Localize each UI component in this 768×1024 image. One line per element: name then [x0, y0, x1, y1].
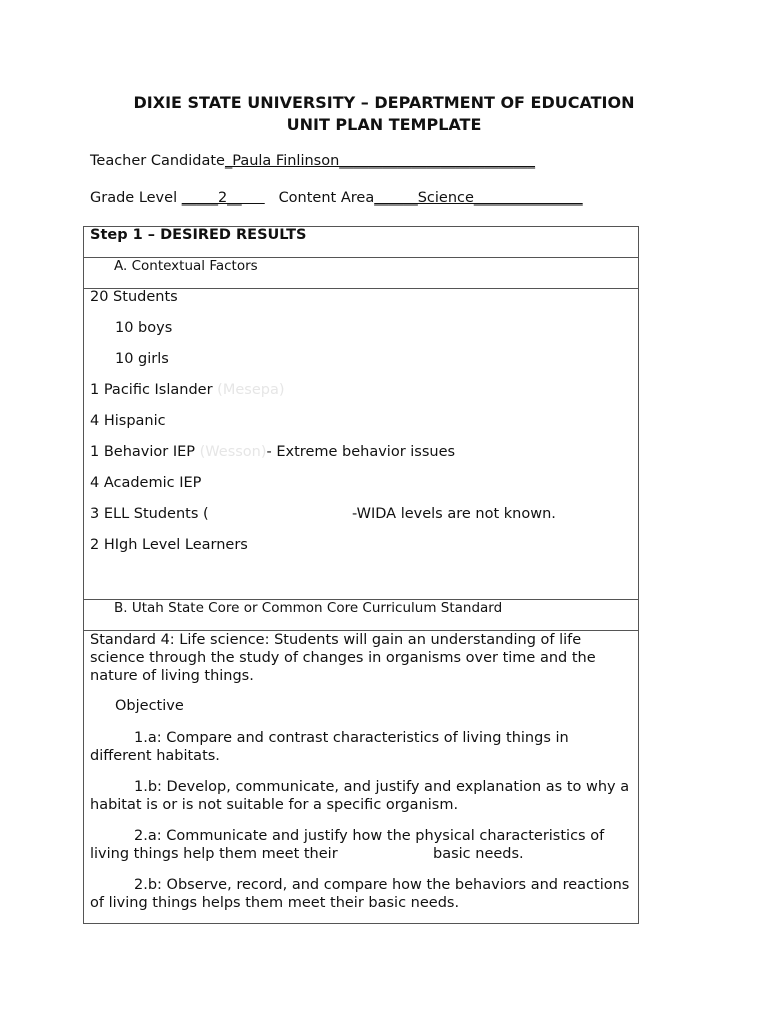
- objective-1a-text: Compare and contrast characteristics of living things in different habitats.: [90, 730, 569, 764]
- objective-1a-number: 1.a:: [134, 730, 162, 746]
- objective-2b-number: 2.b:: [134, 877, 162, 893]
- students-count: 20 Students: [90, 289, 178, 305]
- objective-2b: [90, 876, 630, 912]
- pacific-islander-name: (Mesepa): [217, 382, 285, 398]
- contextual-factors-row: [84, 258, 638, 289]
- teacher-candidate-value: _Paula Finlinson___________________________: [224, 153, 536, 169]
- standard-body: [84, 631, 638, 924]
- contextual-factors-heading: A. Contextual Factors: [114, 258, 258, 274]
- hispanic-count: 4 Hispanic: [90, 413, 166, 429]
- grade-level-value: _____2__: [181, 190, 265, 206]
- ell-students-prefix: 3 ELL Students (: [90, 506, 209, 522]
- objective-1a: [90, 729, 630, 765]
- objective-2a-number: 2.a:: [134, 828, 162, 844]
- pacific-islander-text: 1 Pacific Islander: [90, 382, 218, 398]
- content-area-value: ______Science_______________: [374, 190, 583, 206]
- step1-heading: Step 1 – DESIRED RESULTS: [90, 227, 307, 243]
- grade-level-label: Grade Level: [90, 190, 182, 206]
- ell-students-note: -WIDA levels are not known.: [352, 506, 556, 522]
- objective-2a-text-part1: living things help them meet their: [90, 846, 338, 862]
- grade-content-line: [90, 190, 583, 206]
- standard-heading: B. Utah State Core or Common Core Curriculum Standard: [114, 600, 503, 616]
- behavior-iep-line: [90, 444, 455, 460]
- objective-1b-number: 1.b:: [134, 779, 162, 795]
- girls-count: 10 girls: [115, 351, 169, 367]
- high-level-learners: 2 HIgh Level Learners: [90, 537, 248, 553]
- teacher-candidate-line: [90, 153, 535, 169]
- document-title: DIXIE STATE UNIVERSITY – DEPARTMENT OF EDUCATION: [133, 93, 635, 112]
- objective-label: Objective: [115, 698, 184, 714]
- behavior-iep-name: (Wesson): [199, 444, 267, 460]
- behavior-iep-note: - Extreme behavior issues: [266, 444, 456, 460]
- teacher-candidate-label: Teacher Candidate: [90, 153, 225, 169]
- step1-header-row: [84, 227, 638, 258]
- unit-plan-table: [83, 226, 639, 924]
- objective-1b: [90, 778, 630, 814]
- objective-2b-text: Observe, record, and compare how the behaviors and reactions of living things helps them meet their basic needs.: [90, 877, 630, 911]
- behavior-iep-text: 1 Behavior IEP: [90, 444, 200, 460]
- content-area-label: Content Area: [278, 190, 375, 206]
- contextual-factors-body: [84, 289, 638, 600]
- standard-heading-row: [84, 600, 638, 631]
- objective-1b-text: Develop, communicate, and justify and explanation as to why a habitat is or is not suitable for a specific organism.: [90, 779, 630, 813]
- boys-count: 10 boys: [115, 320, 173, 336]
- pacific-islander-line: [90, 382, 284, 398]
- standard-text: Standard 4: Life science: Students will gain an understanding of life science through the study of changes in organisms over time and the nature of living things.: [90, 632, 596, 684]
- objective-2a-text-part2: basic needs.: [433, 846, 524, 862]
- objective-2a-line1: [90, 827, 630, 845]
- objective-2a-text: Communicate and justify how the physical characteristics of: [161, 828, 605, 844]
- academic-iep-count: 4 Academic IEP: [90, 475, 202, 491]
- objective-2a-line2: [90, 845, 630, 863]
- objective-2a: [90, 827, 630, 863]
- document-subtitle: UNIT PLAN TEMPLATE: [286, 115, 482, 134]
